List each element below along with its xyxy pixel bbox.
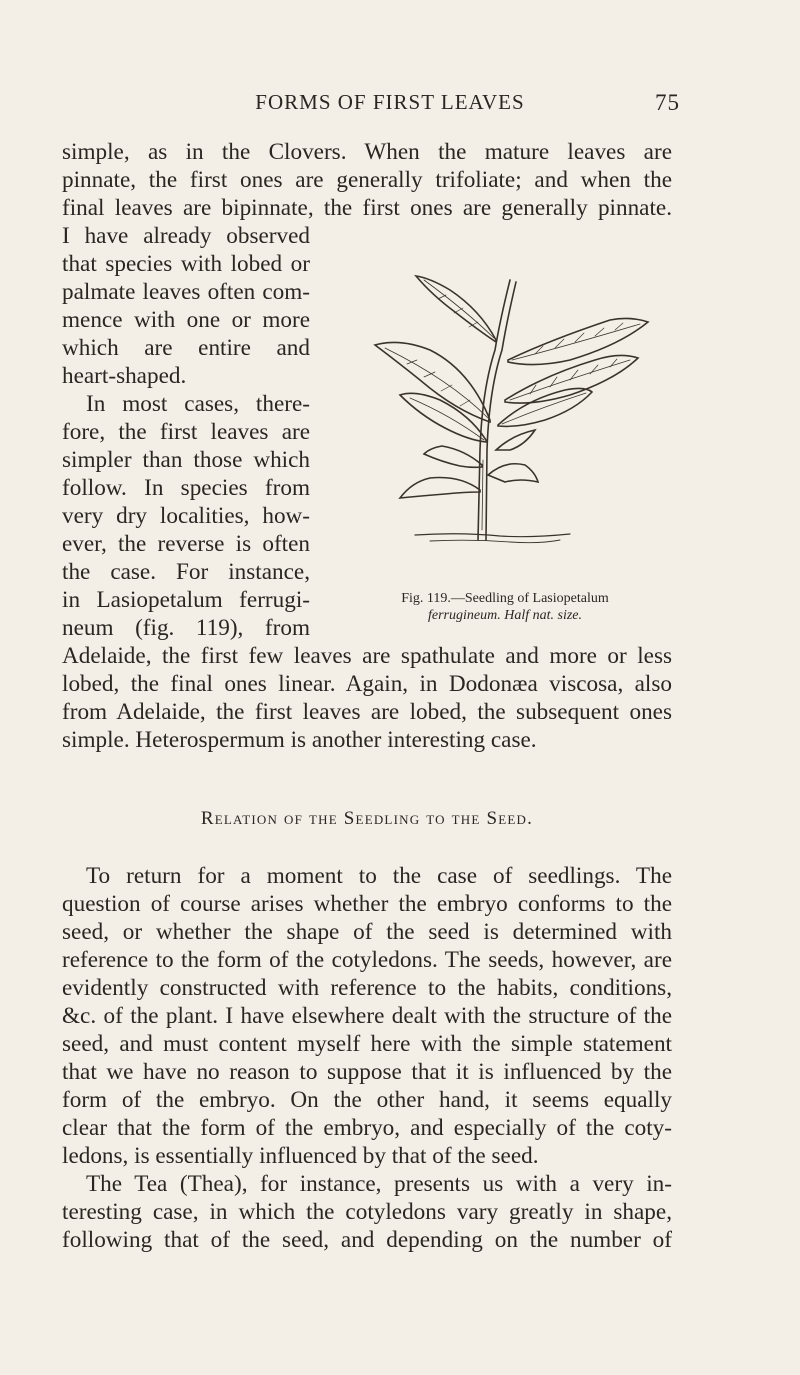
text-line: follow. In species from (62, 475, 310, 501)
text-line: form of the embryo. On the other hand, it seems equally (62, 1087, 672, 1113)
text-line: clear that the form of the embryo, and especially of the coty- (62, 1115, 672, 1141)
text-line: the case. For instance, (62, 559, 310, 585)
text-line: Adelaide, the first few leaves are spathulate and more or less (62, 643, 672, 669)
text-line: from Adelaide, the first leaves are lobed, the subsequent ones (62, 699, 672, 725)
page-number: 75 (655, 90, 680, 115)
text-line: simple, as in the Clovers. When the mature leaves are (62, 139, 672, 165)
text-line: fore, the first leaves are (62, 419, 310, 445)
text-line: simpler than those which (62, 447, 310, 473)
running-title: FORMS OF FIRST LEAVES (255, 90, 525, 114)
text-line: To return for a moment to the case of seedlings. The (86, 863, 672, 889)
text-line: seed, and must content myself here with the simple statement (62, 1031, 672, 1057)
text-line: ledons, is essentially influenced by that of the seed. (62, 1143, 539, 1169)
text-line: reference to the form of the cotyledons. The seeds, however, are (62, 947, 672, 973)
text-line: following that of the seed, and depending on the number of (62, 1227, 672, 1253)
text-line: neum (fig. 119), from (62, 615, 310, 641)
text-line: that species with lobed or (62, 251, 310, 277)
text-line: pinnate, the first ones are generally trifoliate; and when the (62, 167, 672, 193)
text-line: In most cases, there- (86, 391, 310, 417)
text-line: lobed, the final ones linear. Again, in Dodonæa viscosa, also (62, 671, 672, 697)
seedling-illustration (320, 250, 680, 590)
text-line: question of course arises whether the embryo conforms to the (62, 891, 672, 917)
caption-line: Fig. 119.—Seedling of Lasiopetalum (401, 591, 609, 606)
figure-caption (330, 590, 680, 624)
seedling-icon (320, 250, 680, 590)
text-line: simple. Heterospermum is another interesting case. (62, 727, 537, 753)
text-line: heart-shaped. (62, 363, 187, 389)
text-line: final leaves are bipinnate, the first ones are generally pinnate. (62, 195, 672, 221)
text-line: which are entire and (62, 335, 310, 361)
text-line: that we have no reason to suppose that it is influenced by the (62, 1059, 672, 1085)
text-line: teresting case, in which the cotyledons vary greatly in shape, (62, 1199, 672, 1225)
section-heading: Relation of the Seedling to the Seed. (200, 808, 534, 829)
running-head (60, 90, 680, 118)
text-line: mence with one or more (62, 307, 310, 333)
text-line: very dry localities, how- (62, 503, 310, 529)
text-line: in Lasiopetalum ferrugi- (62, 587, 310, 613)
text-line: &c. of the plant. I have elsewhere dealt with the structure of the (62, 1003, 672, 1029)
text-line: I have already observed (62, 223, 310, 249)
text-line: evidently constructed with reference to the habits, conditions, (62, 975, 672, 1001)
text-line: ever, the reverse is often (62, 531, 310, 557)
text-line: The Tea (Thea), for instance, presents us with a very in- (86, 1171, 672, 1197)
text-line: palmate leaves often com- (62, 279, 310, 305)
caption-line: ferrugineum. Half nat. size. (428, 608, 582, 623)
text-line: seed, or whether the shape of the seed is determined with (62, 919, 672, 945)
